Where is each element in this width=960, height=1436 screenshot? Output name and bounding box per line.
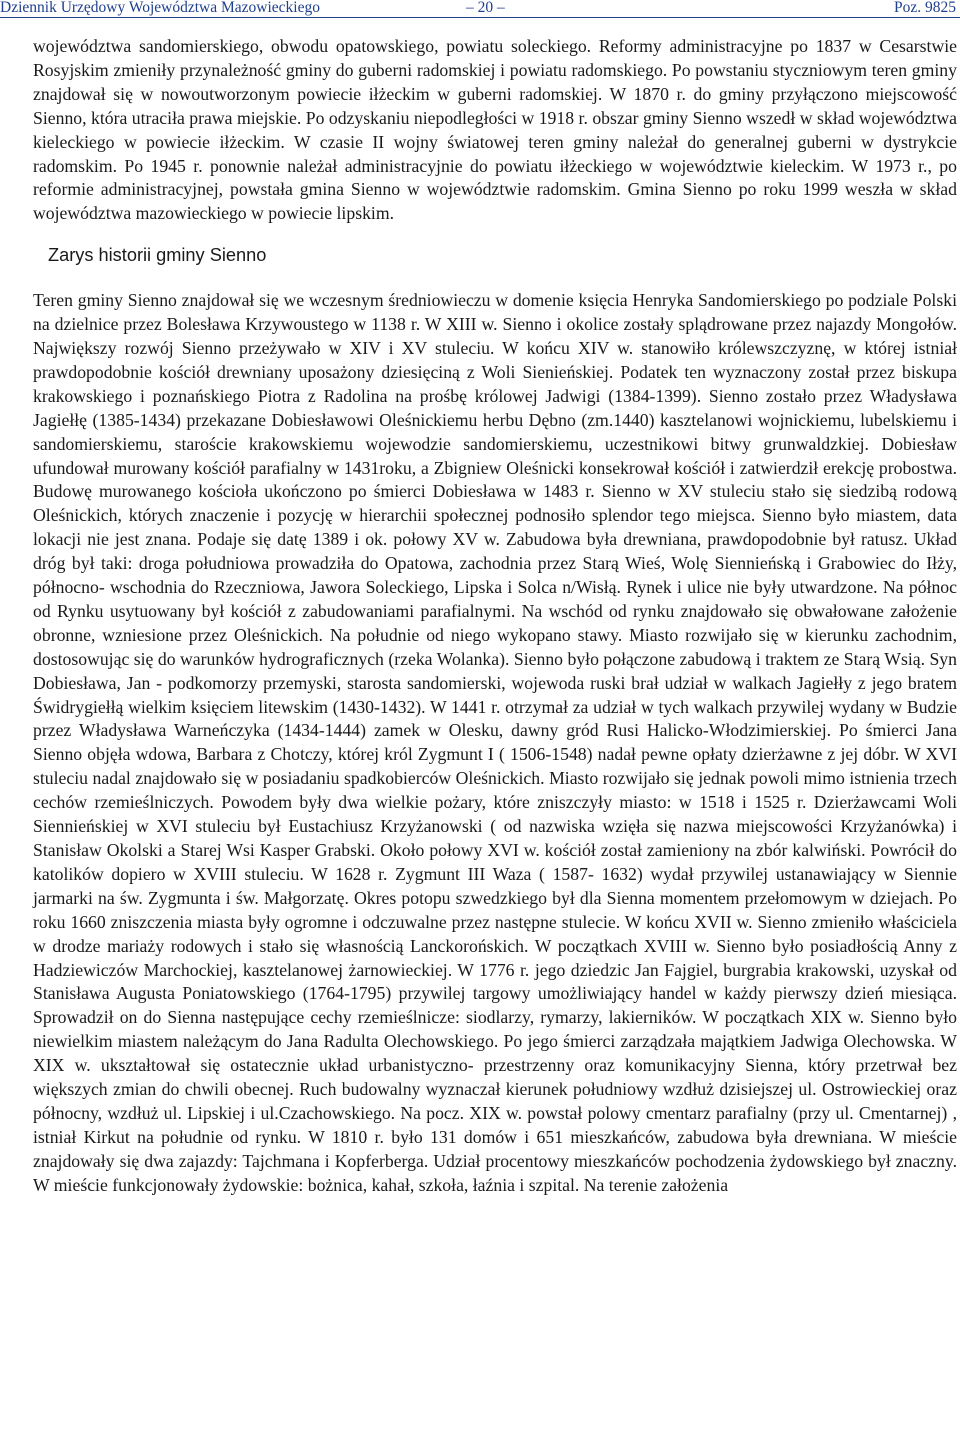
page-number: – 20 – [466,0,505,16]
intro-paragraph: województwa sandomierskiego, obwodu opatowskiego, powiatu soleckiego. Reformy administracyjne po 1837 w Cesarstwie Rosyjskim zmieniły przynależność gminy do guberni radomskiej i powiatu radomskiego. Po powstaniu styczniowym teren gminy znajdował się w nowoutworzonym powiecie iłżeckim w guberni radomskiej. W 1870 r. do gminy przyłączono miejscowość Sienno, która utraciła prawa miejskie. Po odzyskaniu niepodległości w 1918 r. obszar gminy Sienno wszedł w skład województwa kieleckiego w powiecie iłżeckim. W czasie II wojny światowej teren gminy należał do generalnej guberni w dystrykcie radomskim. Po 1945 r. ponownie należał administracyjnie do powiatu iłżeckiego w województwie kieleckim. W 1973 r., po reformie administracyjnej, powstała gmina Sienno w województwie radomskim. Gmina Sienno po roku 1999 weszła w skład województwa mazowieckiego w powiecie lipskim. [33,36,957,224]
section-heading: Zarys historii gminy Sienno [48,245,267,266]
journal-title: Dziennik Urzędowy Województwa Mazowieckiego [0,0,320,16]
history-paragraph: Teren gminy Sienno znajdował się we wczesnym średniowieczu w domenie księcia Henryka Sandomierskiego po podziale Polski na dzielnice przez Bolesława Krzywoustego w 1138 r. W XIII w. Sienno i okolice zostały splądrowane przez najazdy Mongołów. Największy rozwój Sienno przeżywało w XIV i XV stuleciu. W końcu XIV w. stanowiło królewszczyznę, w której istniał prawdopodobnie kościół drewniany uposażony dziesięciną z Woli Sienieńskiej. Podatek ten wyznaczony został przez biskupa krakowskiego i poznańskiego Piotra z Radolina na prośbę królowej Jadwigi (1384-1399). Sienno zostało przez Władysława Jagiełłę (1385-1434) przekazane Dobiesławowi Oleśnickiemu herbu Dębno (zm.1440) kasztelanowi wojnickiemu, lubelskiemu i sandomierskiemu, staroście krakowskiemu wojewodzie sandomierskiemu, uczestnikowi bitwy grunwaldzkiej. Dobiesław ufundował murowany kościół parafialny w 1431roku, a Zbigniew Oleśnicki konsekrował kościół i zatwierdził erekcję probostwa. Budowę murowanego kościoła ukończono po śmierci Dobiesława w 1483 r. Sienno w XV stuleciu stało się siedzibą rodową Oleśnickich, których znaczenie i pozycję w hierarchii społecznej podnosiło splendor tego miejsca. Sienno było miastem, data lokacji nie jest znana. Podaje się datę 1389 i ok. połowy XV w. Zabudowa była drewniana, prawdopodobnie był ratusz. Układ dróg był taki: droga południowa prowadziła do Opatowa, zachodnia przez Starą Wieś, Wolę Siennieńską i Grabowiec do Iłży, północno- wschodnia do Rzeczniowa, Jawora Soleckiego, Lipska i Solca n/Wisłą. Rynek i ulice nie były utwardzone. Na północ od Rynku usytuowany był kościół z zabudowaniami parafialnymi. Na wschód od rynku znajdowało się obwałowane założenie obronne, wzniesione przez Oleśnickich. Na południe od niego wykopano stawy. Miasto rozwijało się w kierunku zachodnim, dostosowując się do warunków hydrograficznych (rzeka Wolanka). Sienno było połączone zabudową i traktem ze Starą Wsią. Syn Dobiesława, Jan - podkomorzy przemyski, starosta sandomierski, wojewoda ruski brał udział w walkach Jagiełły z jego bratem Świdrygiełłą wielkim księciem litewskim (1430-1432). W 1441 r. otrzymał za udział w tych walkach przywilej wydany w Budzie przez Władysława Warneńczyka (1434-1444) zamek w Olesku, dawny gród Rusi Halicko-Włodzimierskiej. Po śmierci Jana Sienno objęła wdowa, Barbara z Chotczy, której król Zygmunt I ( 1506-1548) nadał pewne opłaty dzierżawne z jej dóbr. W XVI stuleciu nadal znajdowało się w posiadaniu spadkobierców Oleśnickich. Miasto rozwijało się jednak powoli mimo istnienia trzech cechów rzemieślniczych. Powodem były dwa wielkie pożary, które zniszczyły miasto: w 1518 i 1525 r. Dzierżawcami Woli Siennieńskiej w XVI stuleciu był Eustachiusz Krzyżanowski ( od nazwiska wzięła się nazwa miejscowości Krzyżanówka) i Stanisław Okolski a Starej Wsi Kasper Grabski. Około połowy XVI w. kościół został zamieniony na zbór kalwiński. Powrócił do katolików dopiero w XVIII stuleciu. W 1628 r. Zygmunt III Waza ( 1587- 1632) wydał przywilej ustanawiający w Siennie jarmarki na św. Zygmunta i św. Małgorzatę. Okres potopu szwedzkiego był dla Sienna momentem przełomowym w dziejach. Po roku 1660 zniszczenia miasta były ogromne i odczuwalne przez następne stulecie. W końcu XVII w. Sienno zmieniło właściciela w drodze mariaży rodowych i stało się własnością Lanckorońskich. W początkach XVIII w. Sienno było posiadłością Anny z Hadziewiczów Marchockiej, kasztelanowej żarnowieckiej. W 1776 r. jego dziedzic Jan Fajgiel, burgrabia krakowski, uzyskał od Stanisława Augusta Poniatowskiego (1764-1795) przywilej targowy umożliwiający handel w każdy pierwszy dzień miesiąca. Sprowadził on do Sienna następujące cechy rzemieślnicze: siodlarzy, rymarzy, lakierników. W początkach XIX w. Sienno było niewielkim miastem należącym do Jana Radulta Olechowskiego. Po jego śmierci zarządzała majątkiem Jadwiga Olechowska. W XIX w. ukształtował się ostatecznie układ urbanistyczno- przestrzenny oraz komunikacyjny Sienna, który przetrwał bez większych zmian do chwili obecnej. Ruch budowalny wyznaczał kierunek południowy wzdłuż dzisiejszej ul. Ostrowieckiej oraz północny, wzdłuż ul. Lipskiej i ul.Czachowskiego. Na pocz. XIX w. powstał polowy cmentarz parafialny (przy ul. Cmentarnej) , istniał Kirkut na południe od rynku. W 1810 r. było 131 domów i 651 mieszkańców, zabudowa była drewniana. W mieście znajdowały się dwa zajazdy: Tajchmana i Kopferberga. Udział procentowy mieszkańców pochodzenia żydowskiego był znaczny. W mieście funkcjonowały żydowskie: bożnica, kahał, szkoła, łaźnia i szpital. Na terenie założenia [33,290,957,1195]
position-number: Poz. 9825 [894,0,956,16]
document-header [0,0,960,24]
document-body [33,35,957,1198]
header-divider [0,17,960,18]
